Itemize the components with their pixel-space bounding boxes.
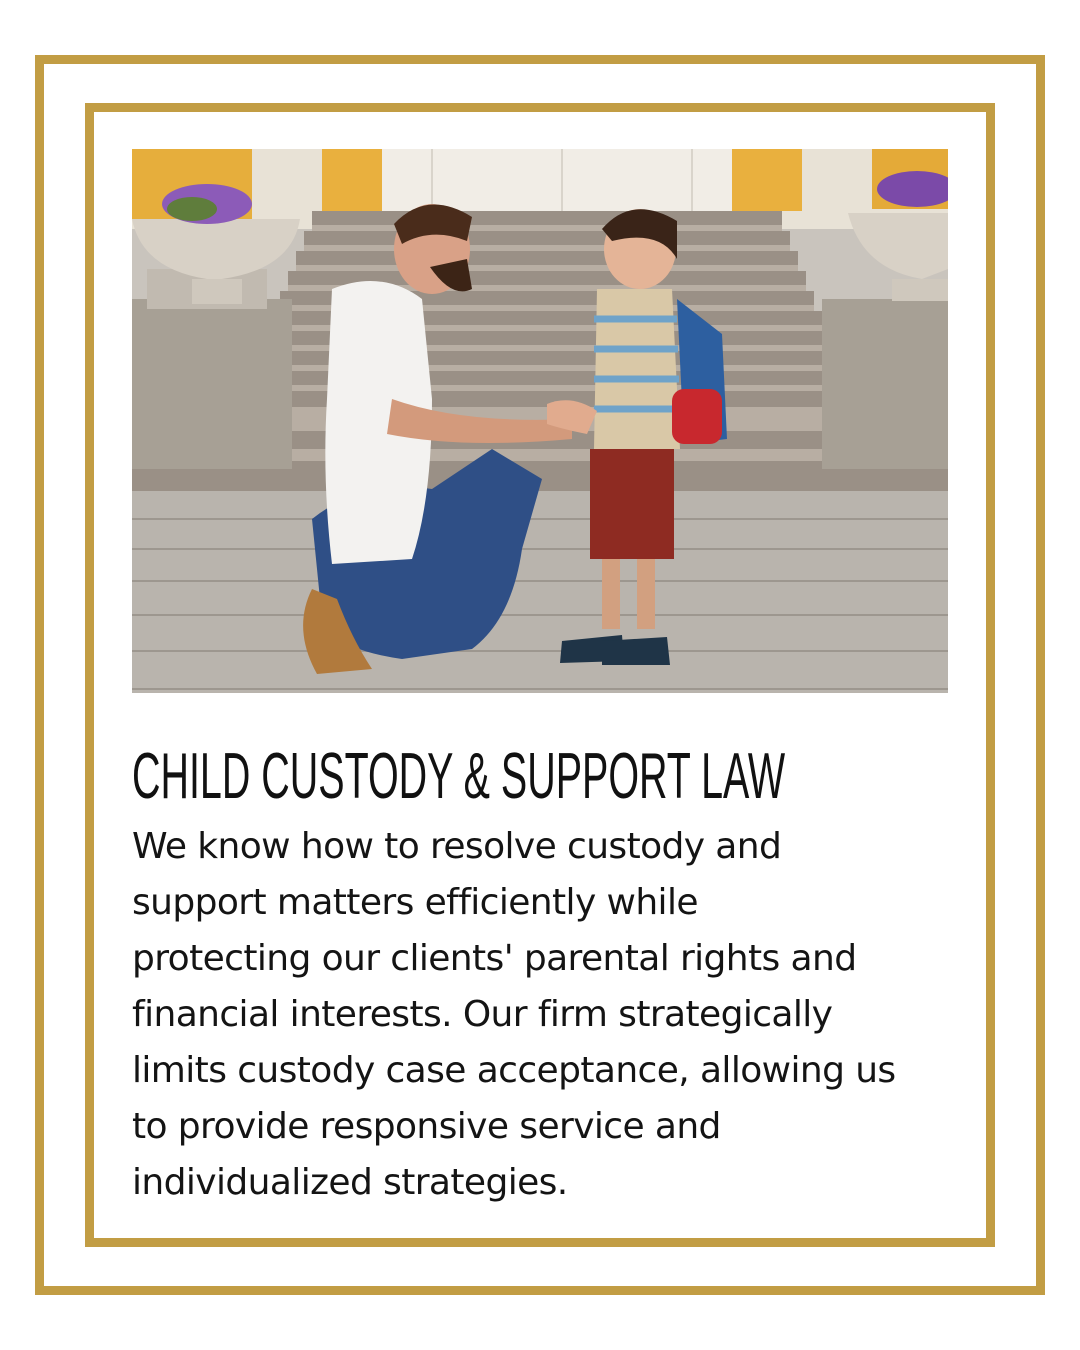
description-line: financial interests. Our firm strategically (132, 994, 833, 1035)
page-title: CHILD CUSTODY & SUPPORT LAW (132, 739, 786, 813)
description-line: individualized strategies. (132, 1162, 568, 1203)
description-line: We know how to resolve custody and (132, 826, 782, 867)
description-line: to provide responsive service and (132, 1106, 721, 1147)
father-and-son-photo (132, 149, 948, 693)
description-paragraph (132, 819, 992, 1211)
description-line: support matters efficiently while (132, 882, 698, 923)
description-line: limits custody case acceptance, allowing us (132, 1050, 896, 1091)
description-line: protecting our clients' parental rights and (132, 938, 857, 979)
